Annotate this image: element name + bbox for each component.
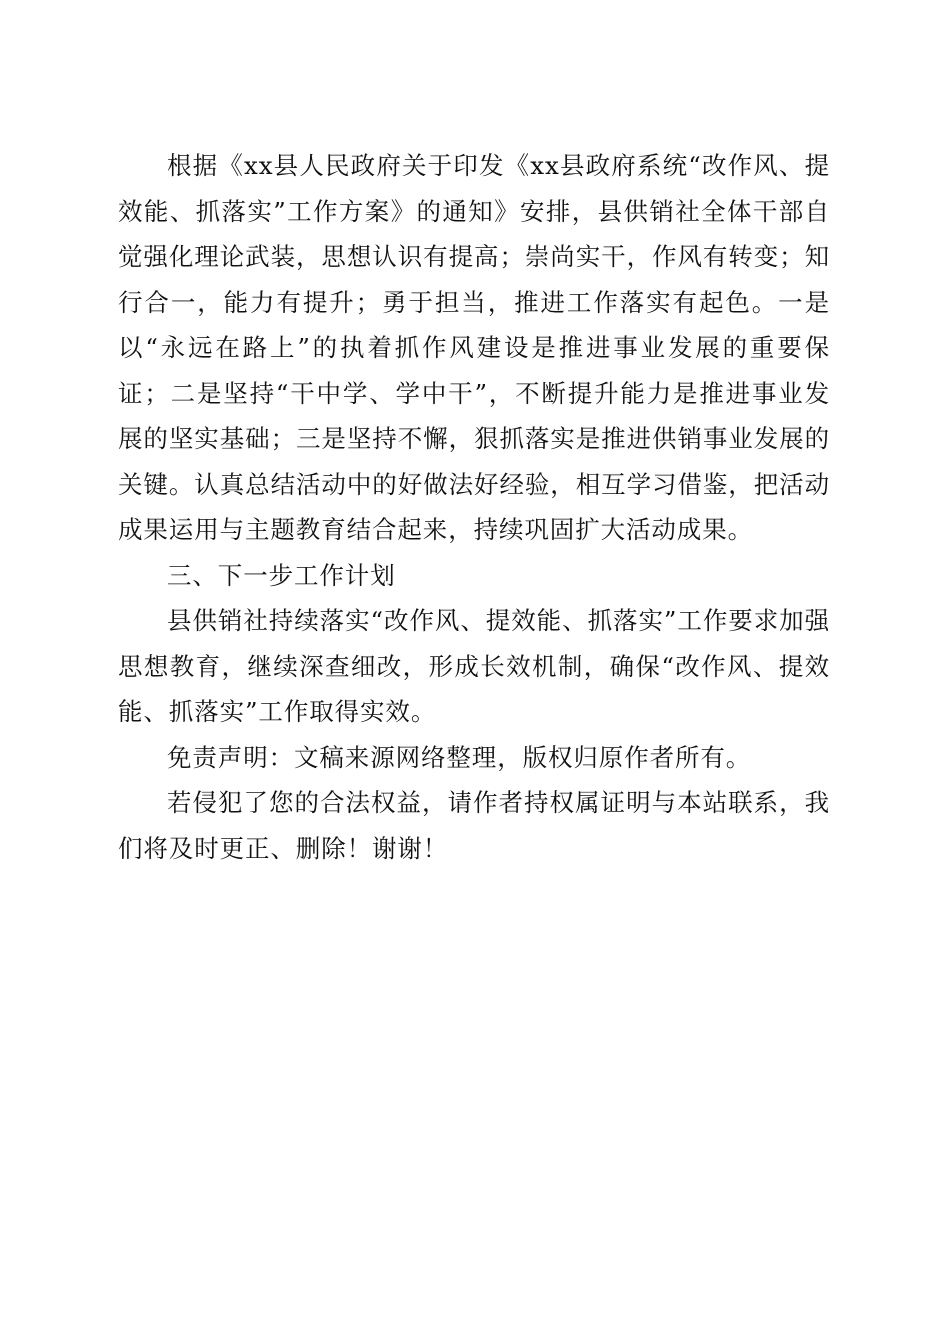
summary-paragraph: 根据《xx县人民政府关于印发《xx县政府系统“改作风、提效能、抓落实”工作方案》的通知》安排，县供销社全体干部自觉强化理论武装，思想认识有提高；崇尚实干，作风有转变；知行合一，能力有提升；勇于担当，推进工作落实有起色。一是以“永远在路上”的执着抓作风建设是推进事业发展的重要保证；二是坚持“干中学、学中干”，不断提升能力是推进事业发展的坚实基础；三是坚持不懈，狠抓落实是推进供销事业发展的关键。认真总结活动中的好做法好经验，相互学习借鉴，把活动成果运用与主题教育结合起来，持续巩固扩大活动成果。 xyxy=(118,151,830,544)
disclaimer-paragraph: 免责声明：文稿来源网络整理，版权归原作者所有。 xyxy=(167,742,752,772)
contact-paragraph: 若侵犯了您的合法权益，请作者持权属证明与本站联系，我们将及时更正、删除！谢谢！ xyxy=(118,788,830,863)
plan-paragraph: 县供销社持续落实“改作风、提效能、抓落实”工作要求加强思想教育，继续深查细改，形成长效机制，确保“改作风、提效能、抓落实”工作取得实效。 xyxy=(118,606,830,726)
document-body xyxy=(118,143,830,871)
section-heading: 三、下一步工作计划 xyxy=(167,560,396,590)
